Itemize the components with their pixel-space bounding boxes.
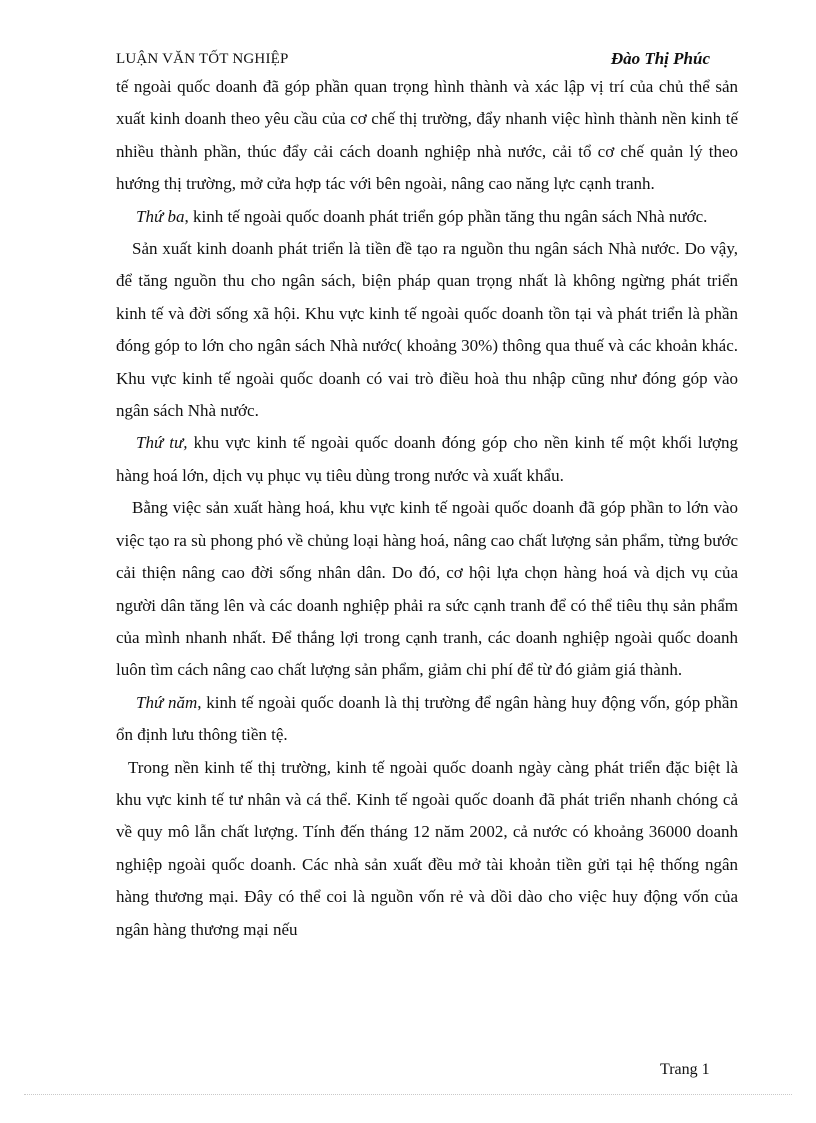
paragraph-text: Bằng việc sản xuất hàng hoá, khu vực kinh tế ngoài quốc doanh đã góp phần to lớn vào việc tạo ra sù phong phó về chủng loại hàng hoá, nâng cao chất lượng sản phẩm, từng bước cải thiện nâng cao đời sống nhân dân. Do đó, cơ hội lựa chọn hàng hoá và dịch vụ của người dân tăng lên và các doanh nghiệp phải ra sức cạnh tranh để có thể tiêu thụ sản phẩm của mình nhanh nhất. Để thắng lợi trong cạnh tranh, các doanh nghiệp ngoài quốc doanh luôn tìm cách nâng cao chất lượng sản phẩm, giảm chi phí để từ đó giảm giá thành. [116,498,738,680]
paragraph-text: tế ngoài quốc doanh đã góp phần quan trọng hình thành và xác lập vị trí của chủ thể sản xuất kinh doanh theo yêu cầu của cơ chế thị trường, đẩy nhanh việc hình thành nền kinh tế nhiều thành phần, thúc đẩy cải cách doanh nghiệp nhà nước, cải tổ cơ chế quản lý theo hướng thị trường, mở cửa hợp tác với bên ngoài, nâng cao năng lực cạnh tranh. [116,77,738,194]
paragraph [116,752,738,946]
paragraph [116,233,738,427]
paragraph-lead: Thứ ba [136,206,185,226]
paragraph [116,687,738,752]
paragraph [116,492,738,686]
paragraph [116,201,738,233]
paragraph [116,427,738,492]
page-bottom-divider [24,1094,792,1095]
paragraph-lead: Thứ năm [136,692,198,712]
page-number: Trang 1 [660,1061,710,1078]
page-header [116,50,710,72]
paragraph-lead: Thứ tư, [136,433,188,453]
thesis-title: LUẬN VĂN TỐT NGHIỆP [116,51,289,67]
paragraph [116,71,738,201]
paragraph-text: khu vực kinh tế ngoài quốc doanh đóng góp cho nền kinh tế một khối lượng hàng hoá lớn, dịch vụ phục vụ tiêu dùng trong nước và xuất khẩu. [116,433,738,485]
author-name: Đào Thị Phúc [610,49,710,68]
paragraph-text: , kinh tế ngoài quốc doanh là thị trường để ngân hàng huy động vốn, góp phần ổn định lưu thông tiền tệ. [116,692,738,745]
body-text [116,71,738,946]
paragraph-text: , kinh tế ngoài quốc doanh phát triển góp phần tăng thu ngân sách Nhà nước. [184,206,708,226]
paragraph-text: Sản xuất kinh doanh phát triển là tiền đề tạo ra nguồn thu ngân sách Nhà nước. Do vậy, để tăng nguồn thu cho ngân sách, biện pháp quan trọng nhất là không ngừng phát triển kinh tế và đời sống xã hội. Khu vực kinh tế ngoài quốc doanh tồn tại và phát triển là phần đóng góp to lớn cho ngân sách Nhà nước( khoảng 30%) thông qua thuế và các khoản khác. Khu vực kinh tế ngoài quốc doanh có vai trò điều hoà thu nhập cũng như đóng góp vào ngân sách Nhà nước. [116,239,738,421]
paragraph-text: Trong nền kinh tế thị trường, kinh tế ngoài quốc doanh ngày càng phát triển đặc biệt là khu vực kinh tế tư nhân và cá thể. Kinh tế ngoài quốc doanh đã phát triển nhanh chóng cả về quy mô lẫn chất lượng. Tính đến tháng 12 năm 2002, cả nước có khoảng 36000 doanh nghiệp ngoài quốc doanh. Các nhà sản xuất đều mở tài khoản tiền gửi tại hệ thống ngân hàng thương mại. Đây có thể coi là nguồn vốn rẻ và dồi dào cho việc huy động vốn của ngân hàng thương mại nếu [116,757,738,939]
